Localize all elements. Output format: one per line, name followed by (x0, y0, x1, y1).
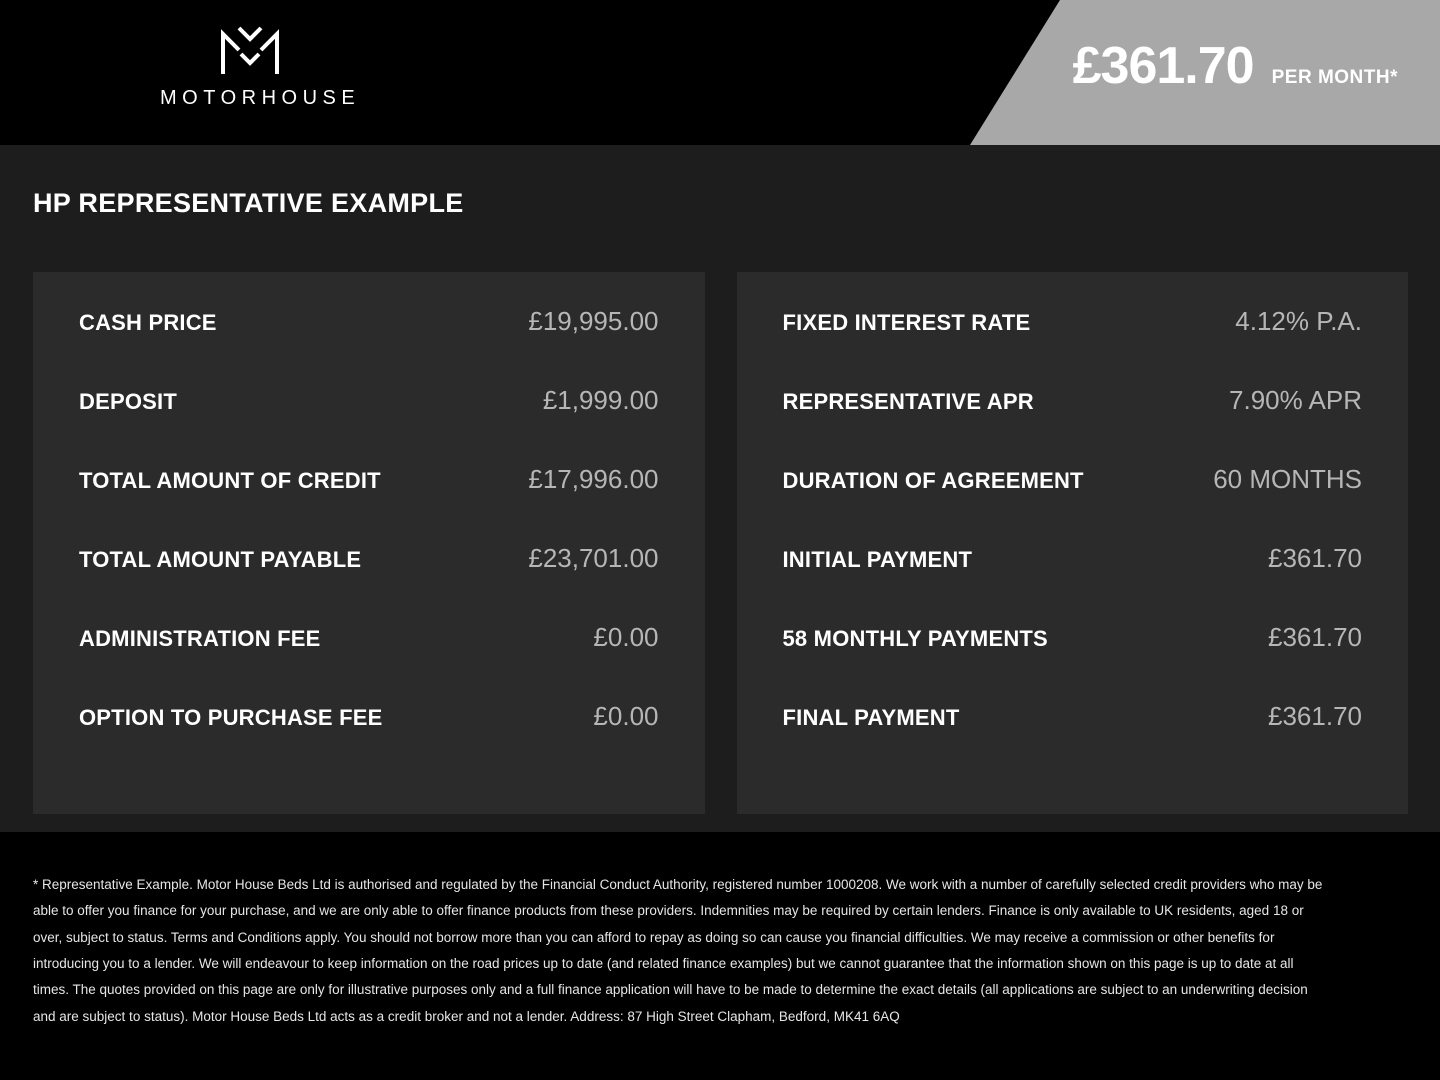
finance-details-panels (33, 272, 1408, 814)
price-amount: £361.70 (1072, 37, 1254, 95)
row-value: 7.90% APR (1229, 385, 1362, 415)
price-period-label: PER MONTH* (1271, 67, 1398, 88)
row-value: £17,996.00 (528, 464, 659, 494)
table-row (79, 543, 659, 622)
row-label: 58 MONTHLY PAYMENTS (782, 626, 1048, 651)
row-label: DURATION OF AGREEMENT (782, 468, 1084, 493)
row-label: FIXED INTEREST RATE (782, 310, 1031, 335)
table-row (783, 701, 1363, 780)
table-row (783, 543, 1363, 622)
row-value: 4.12% P.A. (1235, 306, 1362, 336)
row-label: REPRESENTATIVE APR (782, 389, 1034, 414)
row-label: OPTION TO PURCHASE FEE (79, 705, 383, 730)
motorhouse-m-logo-icon (160, 24, 340, 81)
row-value: £1,999.00 (542, 385, 659, 415)
table-row (79, 306, 659, 385)
disclaimer-text: * Representative Example. Motor House Beds Ltd is authorised and regulated by the Financial Conduct Authority, registered number 1000208. We work with a number of carefully selected credit providers who may be able to offer you finance for your purchase, and we are only able to offer finance products from these providers. Indemnities may be required by certain lenders. Finance is only available to UK residents, aged 18 or over, subject to status. Terms and Conditions apply. You should not borrow more than you can afford to repay as doing so can cause you financial difficulties. We may receive a commission or other benefits for introducing you to a lender. We will endeavour to keep information on the road prices up to date (and related finance examples) but we cannot guarantee that the information shown on this page is up to date at all times. The quotes provided on this page are only for illustrative purposes only and a full finance application will have to be made to determine the exact details (all applications are subject to an underwriting decision and are subject to status). Motor House Beds Ltd acts as a credit broker and not a lender. Address: 87 High Street Clapham, Bedford, MK41 6AQ (33, 877, 1323, 1024)
table-row (79, 622, 659, 701)
row-value: £23,701.00 (528, 543, 659, 573)
row-value: £0.00 (593, 701, 659, 731)
table-row (783, 306, 1363, 385)
table-row (79, 385, 659, 464)
page-title: HP REPRESENTATIVE EXAMPLE (33, 188, 464, 218)
row-value: 60 MONTHS (1213, 464, 1362, 494)
row-value: £361.70 (1268, 622, 1362, 652)
table-row (783, 385, 1363, 464)
disclaimer-section (0, 832, 1440, 1080)
table-row (79, 701, 659, 780)
row-value: £361.70 (1268, 543, 1362, 573)
row-value: £0.00 (593, 622, 659, 652)
row-value: £361.70 (1268, 701, 1362, 731)
monthly-price-block (1072, 37, 1398, 95)
row-value: £19,995.00 (528, 306, 659, 336)
row-label: INITIAL PAYMENT (782, 547, 973, 572)
table-row (783, 464, 1363, 543)
row-label: FINAL PAYMENT (782, 705, 960, 730)
brand-logo (160, 24, 361, 110)
row-label: DEPOSIT (79, 389, 177, 414)
row-label: CASH PRICE (79, 310, 217, 335)
table-row (783, 622, 1363, 701)
row-label: TOTAL AMOUNT OF CREDIT (79, 468, 381, 493)
row-label: ADMINISTRATION FEE (79, 626, 321, 651)
finance-panel-right (737, 272, 1409, 814)
row-label: TOTAL AMOUNT PAYABLE (79, 547, 362, 572)
table-row (79, 464, 659, 543)
finance-panel-left (33, 272, 705, 814)
brand-name: MOTORHOUSE (160, 87, 361, 109)
page-header (0, 0, 1440, 145)
